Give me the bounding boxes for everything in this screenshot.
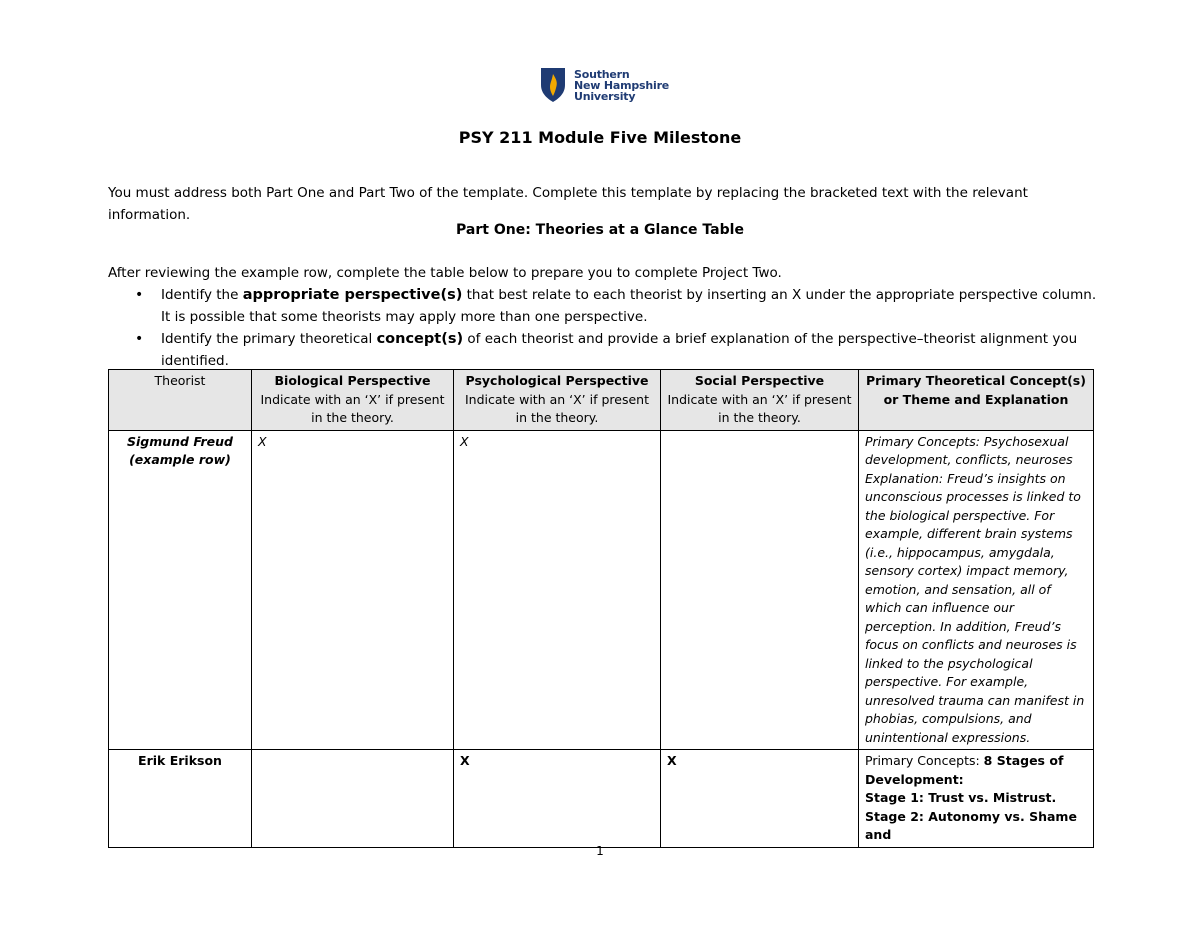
table-row — [109, 750, 1094, 848]
header-psychological: Psychological Perspective Indicate with an ‘X’ if present in the theory. — [454, 370, 661, 431]
part-one-heading: Part One: Theories at a Glance Table — [456, 222, 744, 238]
header-concept: Primary Theoretical Concept(s) or Theme and Explanation — [859, 370, 1094, 431]
header-biological: Biological Perspective Indicate with an ‘X’ if present in the theory. — [252, 370, 454, 431]
cell-concept[interactable]: Primary Concepts: Psychosexual development, conflicts, neuroses Explanation: Freud’s insights on unconscious processes is linked to the biological perspective. For example, different brain systems (i.e., hippocampus, amygdala, sensory cortex) impact memory, emotion, and sensation, all of which can influence our perception. In addition, Freud’s focus on conflicts and neuroses is linked to the psychological perspective. For example, unresolved trauma can manifest in phobias, compulsions, and unintentional expressions. — [859, 430, 1094, 750]
instruction-item: • Identify the appropriate perspective(s) that best relate to each theorist by inserting an X under the appropriate perspective column. It is possible that some theorists may apply more than one perspective. — [108, 284, 1098, 328]
header-social: Social Perspective Indicate with an ‘X’ if present in the theory. — [661, 370, 859, 431]
logo-line-1: Southern — [574, 67, 630, 81]
logo-line-2: New Hampshire — [574, 78, 670, 92]
cell-social[interactable] — [661, 430, 859, 750]
theories-table — [108, 369, 1094, 848]
table-row — [109, 430, 1094, 750]
cell-biological[interactable]: X — [252, 430, 454, 750]
document-title: PSY 211 Module Five Milestone — [458, 128, 742, 147]
cell-psychological[interactable]: X — [454, 430, 661, 750]
intro-paragraph: You must address both Part One and Part Two of the template. Complete this template by replacing the bracketed text with the relevant information. — [108, 185, 1028, 223]
university-logo — [540, 66, 670, 104]
instructions-paragraph: After reviewing the example row, complete the table below to prepare you to complete Project Two. — [108, 265, 782, 281]
page-number: 1 — [596, 844, 604, 858]
cell-psychological[interactable]: X — [454, 750, 661, 848]
header-theorist: Theorist — [109, 370, 252, 431]
shield-flame-icon — [540, 67, 566, 103]
bullet-icon: • — [135, 331, 144, 347]
cell-theorist[interactable]: Erik Erikson — [109, 750, 252, 848]
cell-social[interactable]: X — [661, 750, 859, 848]
bullet-icon: • — [135, 287, 144, 303]
cell-biological[interactable] — [252, 750, 454, 848]
cell-concept[interactable]: Primary Concepts: 8 Stages of Development: Stage 1: Trust vs. Mistrust. Stage 2: Autonomy vs. Shame and — [859, 750, 1094, 848]
instruction-list — [108, 284, 1098, 372]
table-header-row — [109, 370, 1094, 431]
logo-wordmark — [574, 69, 669, 102]
logo-line-3: University — [574, 89, 636, 103]
instruction-item: • Identify the primary theoretical concept(s) of each theorist and provide a brief explanation of the perspective–theorist alignment you identified. — [108, 328, 1098, 372]
cell-theorist[interactable]: Sigmund Freud (example row) — [109, 430, 252, 750]
